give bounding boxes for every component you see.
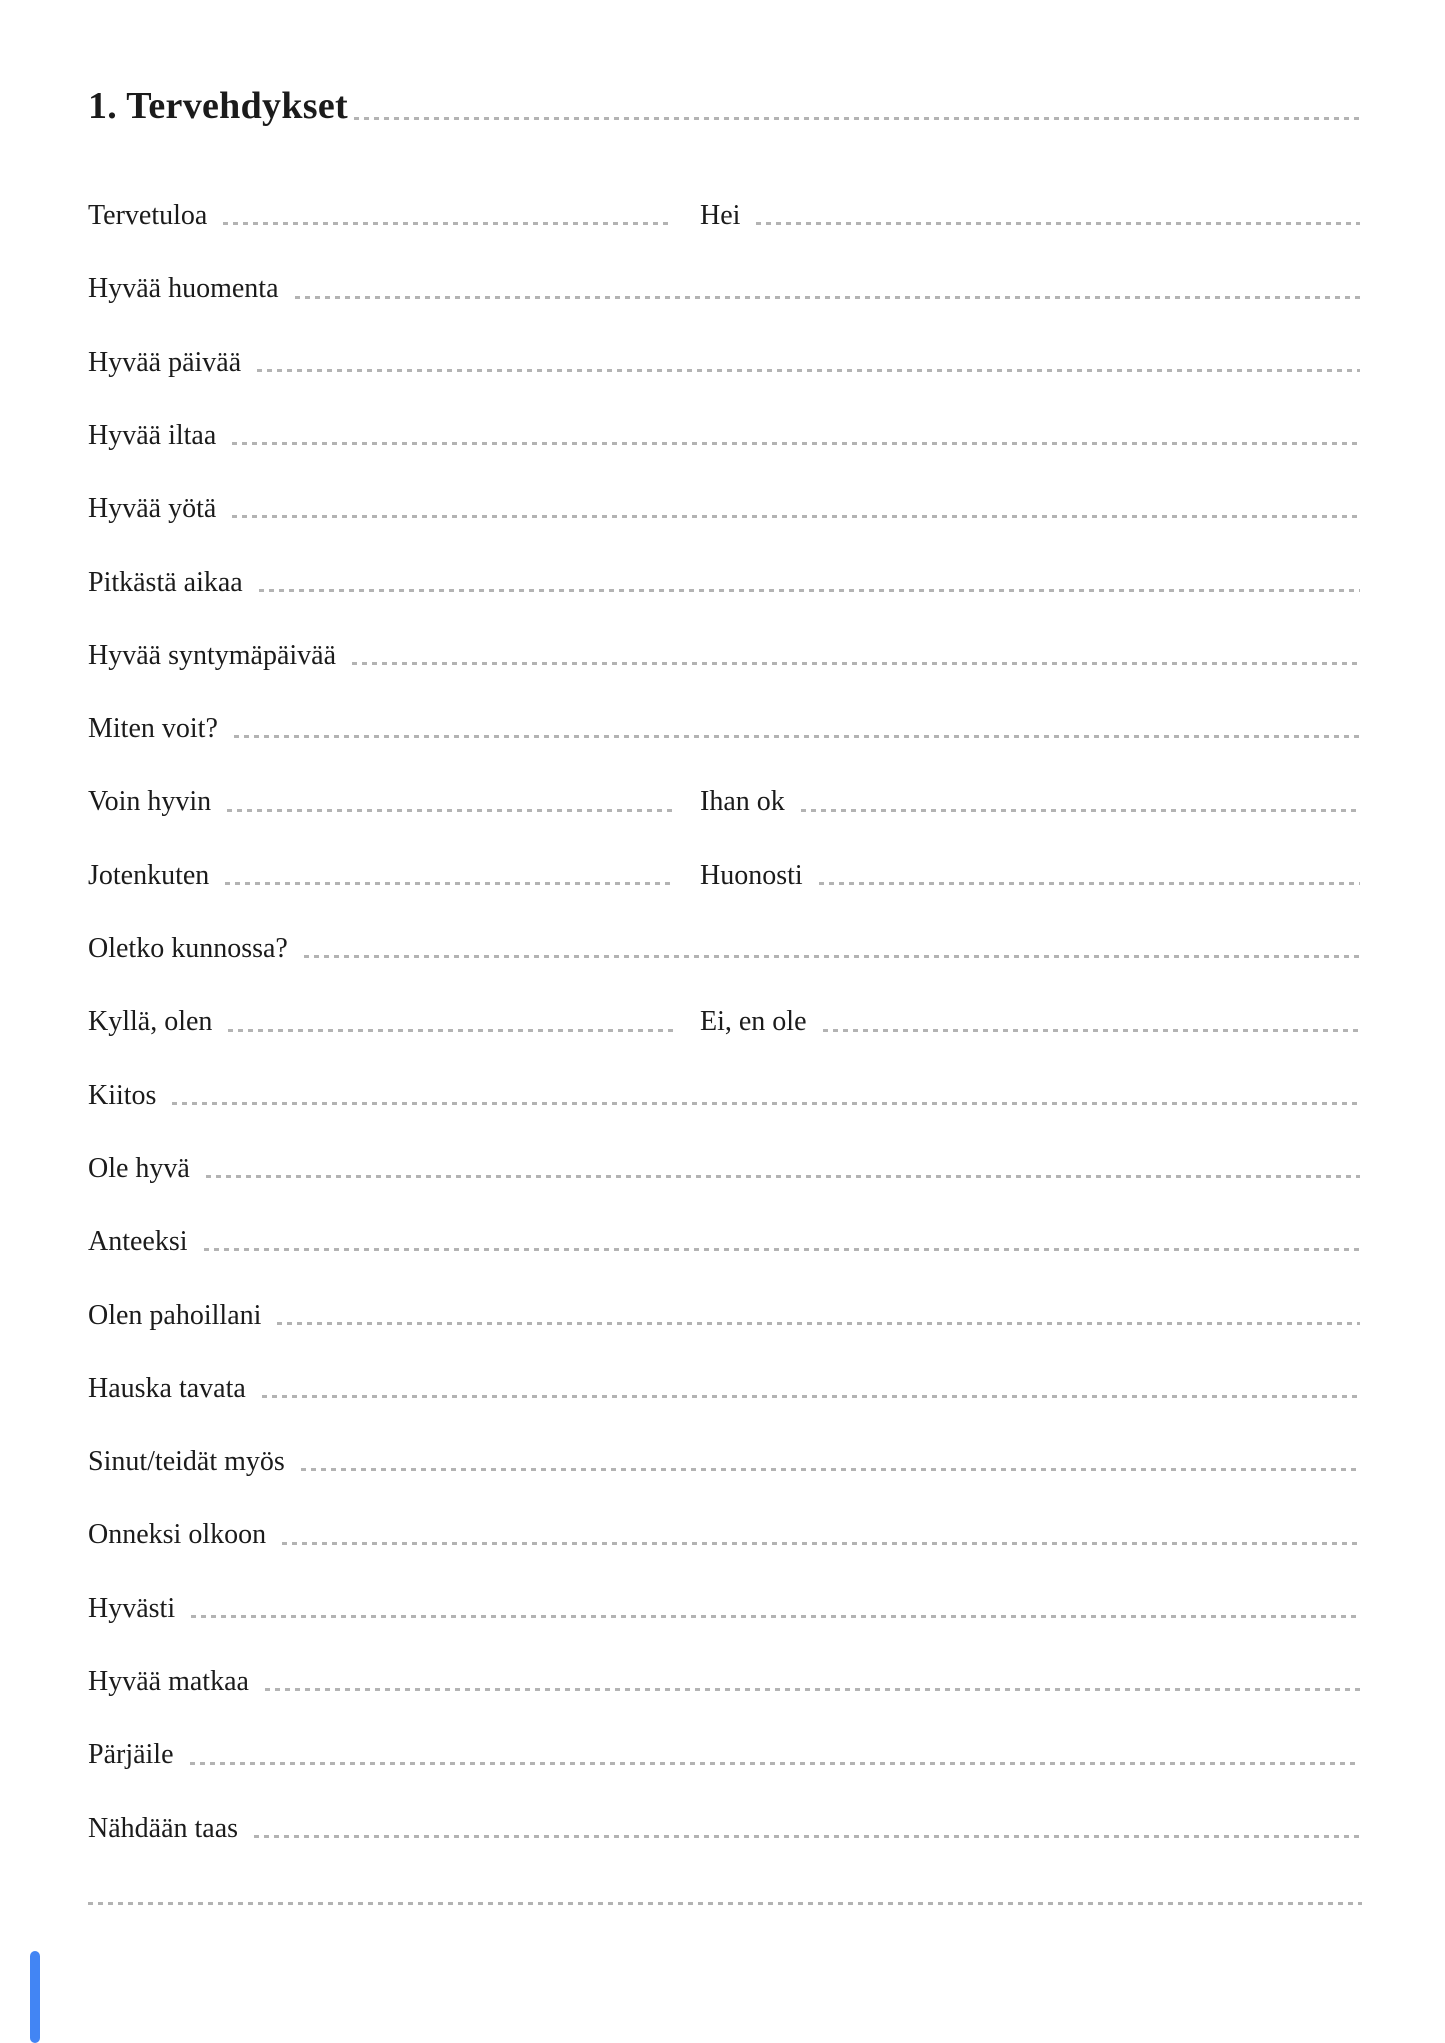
phrase-row bbox=[88, 672, 1360, 745]
phrase-label: Hyvää päivää bbox=[88, 346, 242, 378]
phrase-label: Miten voit? bbox=[88, 713, 218, 745]
phrase-cell bbox=[88, 420, 1360, 452]
phrase-label: Hyvää iltaa bbox=[88, 420, 217, 451]
answer-line bbox=[225, 882, 673, 885]
answer-line bbox=[190, 1762, 1360, 1765]
phrase-cell bbox=[88, 713, 1360, 745]
phrase-row bbox=[88, 1625, 1360, 1698]
answer-line bbox=[282, 1542, 1360, 1545]
answer-line bbox=[232, 442, 1360, 445]
phrase-cell bbox=[88, 640, 1360, 672]
phrase-cell bbox=[88, 1666, 1360, 1698]
phrase-cell bbox=[700, 200, 1360, 232]
answer-line bbox=[262, 1395, 1360, 1398]
phrase-label: Tervetuloa bbox=[88, 200, 208, 232]
phrase-label: Voin hyvin bbox=[88, 786, 212, 818]
phrase-label: Hyvää matkaa bbox=[88, 1666, 249, 1698]
phrase-cell bbox=[88, 1153, 1360, 1185]
phrase-cell bbox=[88, 1080, 1360, 1112]
phrase-row bbox=[88, 1185, 1360, 1258]
phrase-cell bbox=[88, 1373, 1360, 1405]
phrase-cell bbox=[88, 1226, 1360, 1258]
phrase-list bbox=[88, 159, 1360, 1845]
phrase-cell bbox=[88, 493, 1360, 525]
phrase-label: Hyvää syntymäpäivää bbox=[88, 639, 337, 671]
answer-line bbox=[234, 735, 1360, 738]
answer-line bbox=[819, 882, 1360, 885]
phrase-label: Pärjäile bbox=[88, 1739, 174, 1771]
phrase-row bbox=[88, 159, 1360, 232]
phrase-label: Olen pahoillani bbox=[88, 1299, 262, 1331]
phrase-row bbox=[88, 232, 1360, 305]
page-title: 1. Tervehdykset bbox=[88, 85, 348, 127]
phrase-row bbox=[88, 1698, 1360, 1771]
answer-line bbox=[227, 809, 673, 812]
phrase-label: Kyllä, olen bbox=[88, 1006, 213, 1038]
phrase-label: Hyvästi bbox=[88, 1592, 176, 1624]
phrase-row bbox=[88, 452, 1360, 525]
phrase-cell bbox=[88, 567, 1360, 599]
phrase-label: Kiitos bbox=[88, 1079, 157, 1111]
phrase-row bbox=[88, 1772, 1360, 1845]
phrase-cell bbox=[88, 1813, 1360, 1845]
phrase-label: Hyvää yötä bbox=[88, 493, 217, 525]
phrase-row bbox=[88, 1552, 1360, 1625]
title-row bbox=[88, 84, 1360, 128]
phrase-cell bbox=[88, 200, 673, 232]
answer-line bbox=[223, 222, 673, 225]
title-rule bbox=[354, 117, 1360, 120]
phrase-label: Ole hyvä bbox=[88, 1152, 190, 1184]
phrase-row bbox=[88, 1478, 1360, 1551]
answer-line bbox=[204, 1248, 1360, 1251]
phrase-cell bbox=[88, 273, 1360, 305]
answer-line bbox=[823, 1029, 1360, 1032]
phrase-label: Hyvää huomenta bbox=[88, 273, 279, 305]
phrase-cell bbox=[88, 933, 1360, 965]
phrase-label: Pitkästä aikaa bbox=[88, 566, 243, 598]
phrase-cell bbox=[88, 347, 1360, 379]
phrase-cell bbox=[88, 1593, 1360, 1625]
phrase-label: Nähdään taas bbox=[88, 1812, 239, 1844]
phrase-label: Oletko kunnossa? bbox=[88, 933, 288, 965]
phrase-cell bbox=[88, 1446, 1360, 1478]
phrase-label: Huonosti bbox=[700, 859, 803, 891]
phrase-row bbox=[88, 745, 1360, 818]
phrase-cell bbox=[700, 1006, 1360, 1038]
phrase-row bbox=[88, 1039, 1360, 1112]
phrase-row bbox=[88, 379, 1360, 452]
phrase-row bbox=[88, 525, 1360, 598]
answer-line bbox=[304, 955, 1360, 958]
answer-line bbox=[301, 1468, 1360, 1471]
phrase-cell bbox=[88, 1300, 1360, 1332]
phrase-label: Ei, en ole bbox=[700, 1006, 807, 1038]
phrase-cell bbox=[700, 786, 1360, 818]
answer-line bbox=[265, 1688, 1360, 1691]
answer-line bbox=[352, 662, 1360, 665]
answer-line bbox=[277, 1322, 1360, 1325]
scroll-indicator[interactable] bbox=[30, 1951, 40, 2043]
phrase-cell bbox=[88, 1519, 1360, 1551]
answer-line bbox=[191, 1615, 1360, 1618]
phrase-row bbox=[88, 1332, 1360, 1405]
phrase-label: Anteeksi bbox=[88, 1226, 188, 1258]
phrase-cell bbox=[88, 860, 673, 892]
answer-line bbox=[206, 1175, 1360, 1178]
phrase-cell bbox=[700, 860, 1360, 892]
phrase-row bbox=[88, 1112, 1360, 1185]
phrase-row bbox=[88, 1405, 1360, 1478]
phrase-label: Jotenkuten bbox=[88, 859, 210, 891]
phrase-row bbox=[88, 819, 1360, 892]
answer-line bbox=[228, 1029, 673, 1032]
phrase-cell bbox=[88, 1739, 1360, 1771]
answer-line bbox=[295, 296, 1361, 299]
answer-line bbox=[172, 1102, 1360, 1105]
footer-rule bbox=[88, 1902, 1362, 1905]
phrase-row bbox=[88, 892, 1360, 965]
answer-line bbox=[232, 515, 1360, 518]
phrase-label: Ihan ok bbox=[700, 786, 785, 818]
answer-line bbox=[254, 1835, 1360, 1838]
phrase-row bbox=[88, 1258, 1360, 1331]
phrase-row bbox=[88, 306, 1360, 379]
answer-line bbox=[259, 589, 1360, 592]
phrase-cell bbox=[88, 1006, 673, 1038]
phrase-label: Sinut/teidät myös bbox=[88, 1446, 285, 1478]
answer-line bbox=[801, 809, 1360, 812]
phrase-cell bbox=[88, 786, 673, 818]
answer-line bbox=[257, 369, 1360, 372]
phrase-label: Hei bbox=[700, 200, 741, 232]
phrase-row bbox=[88, 965, 1360, 1038]
phrase-label: Hauska tavata bbox=[88, 1372, 246, 1404]
phrase-label: Onneksi olkoon bbox=[88, 1519, 267, 1551]
answer-line bbox=[756, 222, 1360, 225]
phrase-row bbox=[88, 599, 1360, 672]
